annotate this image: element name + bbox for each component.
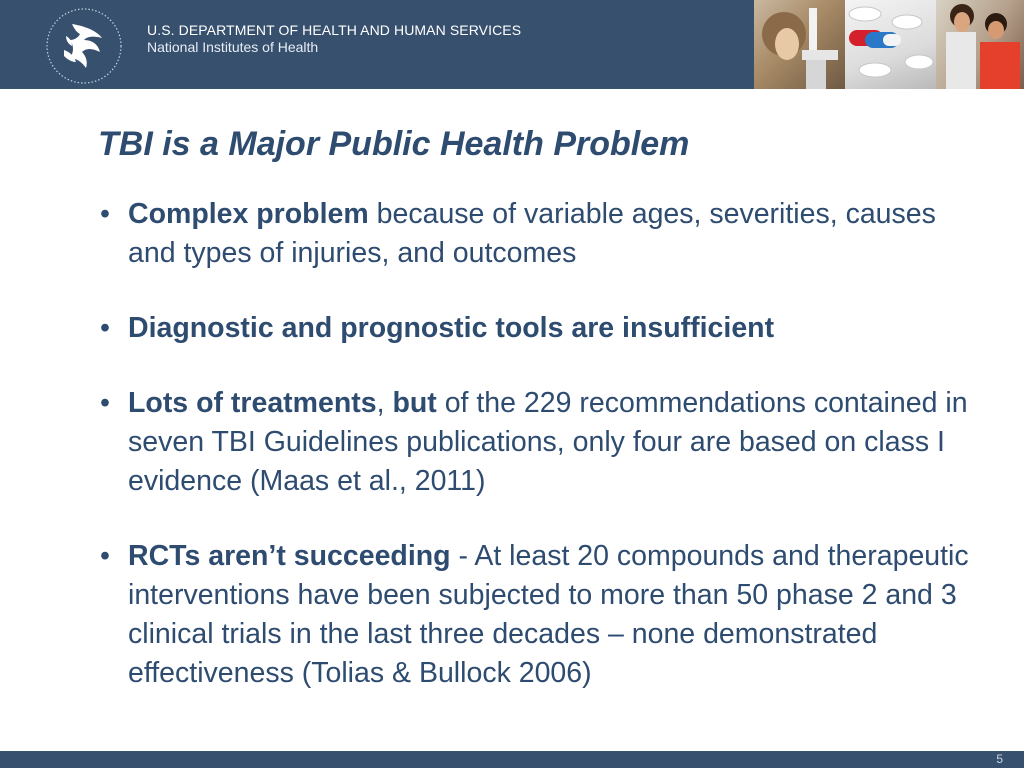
photo-clinician-patient xyxy=(936,0,1024,89)
bullet-text: - At least 20 compounds and therapeutic interventions have been subjected to more than 50 phase 2 and 3 clinical trials in the last three decades – none demonstrated effectiveness (Tolias & Bullock 2006) xyxy=(128,540,969,689)
bullet-emphasis-secondary: but xyxy=(392,387,437,419)
bullet-emphasis: Lots of treatments xyxy=(128,387,377,419)
institute-name: National Institutes of Health xyxy=(147,39,319,55)
footer-bar xyxy=(0,751,1024,768)
bullet-item xyxy=(100,384,990,501)
slide-title: TBI is a Major Public Health Problem xyxy=(98,125,690,163)
bullet-emphasis: Diagnostic and prognostic tools are insufficient xyxy=(128,312,775,344)
bullet-marker: • xyxy=(100,198,110,230)
bullet-separator: , xyxy=(376,387,393,419)
bullet-text: because of variable ages, severities, causes and types of injuries, and outcomes xyxy=(128,198,936,269)
bullet-item xyxy=(100,537,990,693)
department-name: U.S. DEPARTMENT OF HEALTH AND HUMAN SERVICES xyxy=(147,22,522,38)
bullet-emphasis: RCTs aren’t succeeding xyxy=(128,540,451,572)
hhs-eagle-seal-icon xyxy=(44,6,124,86)
bullet-list xyxy=(100,195,990,729)
header-banner xyxy=(0,0,1024,89)
bullet-item xyxy=(100,309,990,348)
photo-researcher-microscope xyxy=(754,0,845,89)
bullet-item xyxy=(100,195,990,273)
bullet-text: of the 229 recommendations contained in seven TBI Guidelines publications, only four are based on class I evidence (Maas et al., 2011) xyxy=(128,387,968,497)
bullet-marker: • xyxy=(100,387,110,419)
bullet-marker: • xyxy=(100,312,110,344)
bullet-emphasis: Complex problem xyxy=(128,198,369,230)
bullet-marker: • xyxy=(100,540,110,572)
photo-pills xyxy=(845,0,936,89)
header-photo-strip xyxy=(754,0,1024,89)
page-number: 5 xyxy=(996,752,1003,766)
